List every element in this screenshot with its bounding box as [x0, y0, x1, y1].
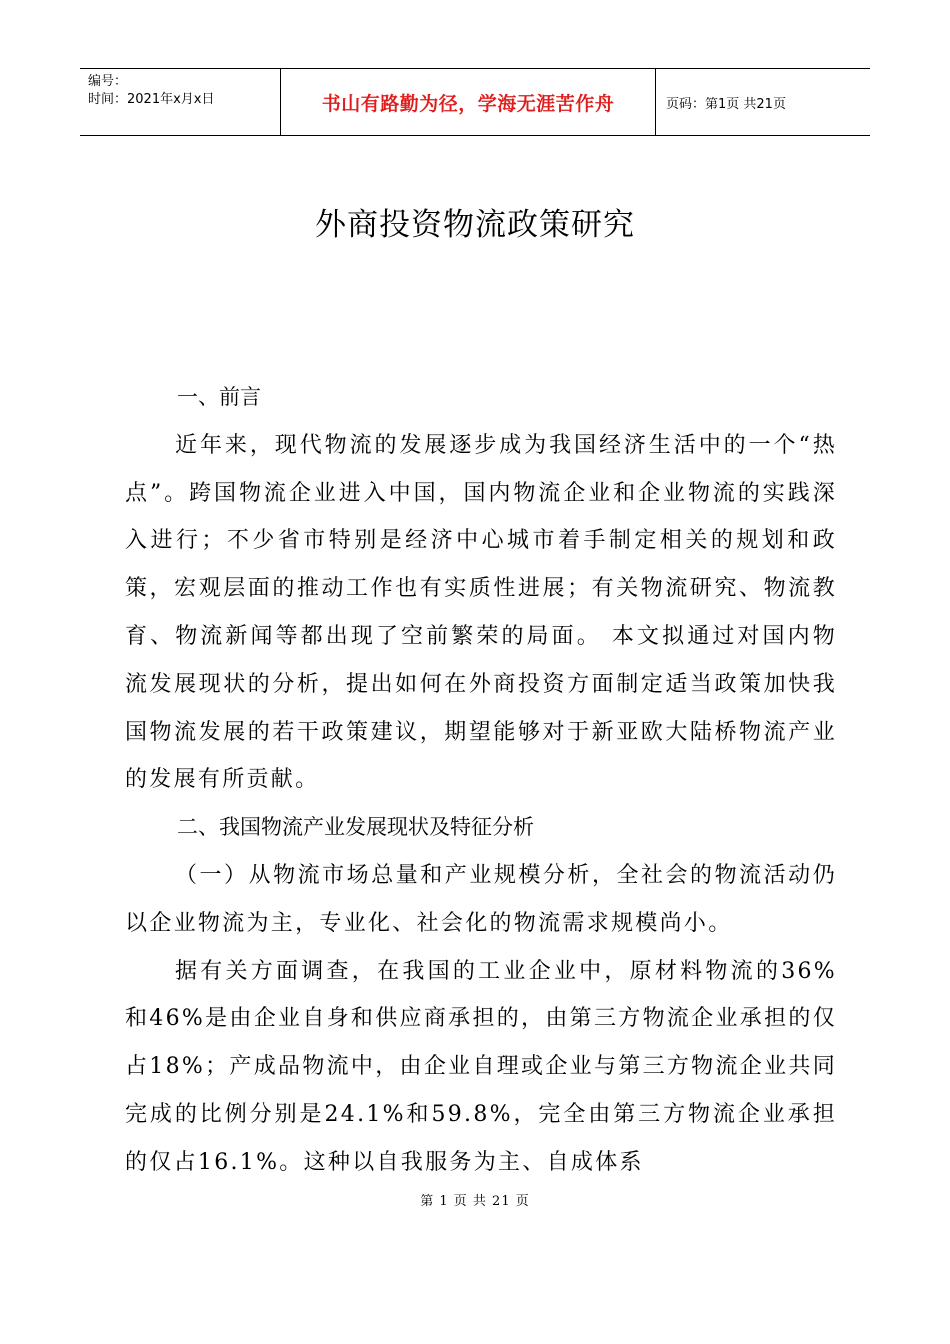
paragraph-survey: 据有关方面调查，在我国的工业企业中，原材料物流的36%和46%是由企业自身和供应商承担的，由第三方物流企业承担的仅占18%；产成品物流中，由企业自理或企业与第三方物流企业共同完成的比例分别是24.1%和59.8%，完全由第三方物流企业承担的仅占16.1%。这种以自我服务为主、自成体系 — [125, 958, 837, 1175]
header-page-code: 页码：第1页 共21页 — [666, 96, 786, 112]
page-header — [80, 68, 870, 136]
subsection-heading-market: （一）从物流市场总量和产业规模分析，全社会的物流活动仍以企业物流为主，专业化、社会化的物流需求规模尚小。 — [125, 862, 837, 936]
document-number-label: 编号： — [88, 74, 128, 89]
document-body — [125, 374, 837, 1187]
section-heading-preface: 一、前言 — [177, 385, 261, 409]
document-title: 外商投资物流政策研究 — [315, 207, 635, 243]
header-meta — [80, 69, 281, 135]
section-heading-status: 二、我国物流产业发展现状及特征分析 — [177, 815, 534, 840]
header-motto: 书山有路勤为径，学海无涯苦作舟 — [281, 69, 656, 135]
paragraph-preface: 近年来，现代物流的发展逐步成为我国经济生活中的一个“热点”。跨国物流企业进入中国，国内物流企业和企业物流的实践深入进行；不少省市特别是经济中心城市着手制定相关的规划和政策，宏观层面的推动工作也有实质性进展；有关物流研究、物流教育、物流新闻等都出现了空前繁荣的局面。 本文拟通过对国内物流发展现状的分析，提出如何在外商投资方面制定适当政策加快我国物流发展的若干政策建议，期望能够对于新亚欧大陆桥物流产业的发展有所贡献。 — [125, 432, 837, 793]
document-date: 时间：2021年x月x日 — [88, 92, 215, 107]
page-footer: 第 1 页 共 21 页 — [420, 1194, 530, 1209]
